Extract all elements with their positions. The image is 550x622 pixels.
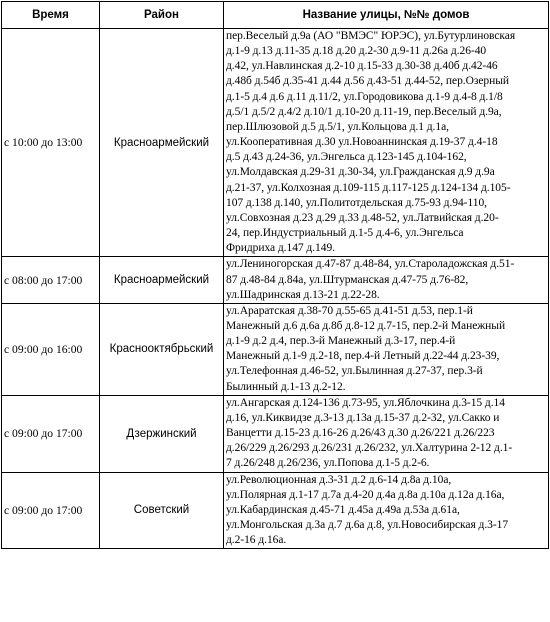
street-line: д.5/1 д.5/2 д.4/2 д.10/1 д.10-20 д.11-19, пер.Веселый д.9а, (226, 105, 502, 118)
streets-cell (224, 257, 549, 303)
street-line: ул.Монгольская д.3а д.7 д.6а д.8, ул.Новосибирская д.3-17 (226, 519, 509, 531)
street-line: Былинный д.1-13 д.2-12. (226, 380, 346, 393)
time-cell: с 10:00 до 13:00 (2, 29, 100, 257)
streets-cell (224, 29, 549, 257)
street-line: ул.Ангарская д.124-136 д.73-95, ул.Яблочкина д.3-15 д.14 (226, 396, 505, 409)
street-line: ул.Кабардинская д.45-71 д.45а д.49а д.53а д.61а, (226, 503, 460, 516)
table-row (2, 257, 549, 303)
street-line: д.1-5 д.4 д.6 д.11 д.11/2, ул.Городовикова д.1-9 д.4-8 д.1/8 (226, 90, 503, 103)
header-time: Время (2, 2, 100, 29)
street-line: д.1-9 д.2 д.4, пер.3-й Манежный д.3-17, пер.4-й (226, 335, 456, 348)
street-line: ул.Полярная д.1-17 д.7а д.4-20 д.4а д.8а д.10а д.12а д.16а, (226, 488, 505, 501)
street-line: д.42, ул.Навлинская д.2-10 д.15-33 д.30-38 д.40б д.42-46 (226, 60, 498, 73)
streets-cell (224, 395, 549, 472)
district-cell: Краснооктябрьский (100, 303, 224, 395)
outage-schedule-table (1, 1, 549, 549)
street-line: д.26/229 д.26/293 д.26/231 д.26/232, ул.Халтурина 2-12 д.1- (226, 442, 513, 455)
schedule-body (2, 29, 549, 549)
street-line: Манежный д.1-9 д.2-18, пер.4-й Летный д.22-44 д.23-39, (226, 350, 500, 363)
street-line: Фридриха д.147 д.149. (226, 242, 335, 255)
street-line: д.2-16 д.16а. (226, 534, 287, 547)
street-line: ул.Телефонная д.46-52, ул.Былинная д.27-37, пер.3-й (226, 365, 483, 378)
street-line: 7 д.26/248 д.26/236, ул.Попова д.1-5 д.2-6. (226, 457, 430, 470)
street-line: 24, пер.Индустриальный д.1-5 д.4-6, ул.Энгельса (226, 227, 464, 240)
street-line: ул.Совхозная д.23 д.29 д.33 д.48-52, ул.Латвийская д.20- (226, 211, 499, 224)
table-row (2, 472, 549, 549)
table-row (2, 29, 549, 257)
street-line: пер.Веселый д.9а (АО "ВМЭС" ЮРЭС), ул.Бутурлиновская (226, 30, 516, 42)
street-line: д.21-37, ул.Колхозная д.109-115 д.117-125 д.124-134 д.105- (226, 181, 511, 194)
district-cell: Красноармейский (100, 257, 224, 303)
district-cell: Советский (100, 472, 224, 549)
time-cell: с 09:00 до 16:00 (2, 303, 100, 395)
street-line: ул.Молдавская д.29-31 д.30-34, ул.Гражданская д.9 д.9а (226, 166, 495, 179)
table-row (2, 303, 549, 395)
district-cell: Красноармейский (100, 29, 224, 257)
street-line: д.16, ул.Киквидзе д.3-13 д.13а д.15-37 д.2-32, ул.Сакко и (226, 411, 500, 424)
streets-cell (224, 472, 549, 549)
street-line: Ванцетти д.15-23 д.16-26 д.26/43 д.30 д.26/221 д.26/223 (226, 427, 495, 440)
time-cell: с 09:00 до 17:00 (2, 395, 100, 472)
street-line: ул.Араратская д.38-70 д.55-65 д.41-51 д.53, пер.1-й (226, 304, 473, 317)
street-line: 87 д.48-84 д.84а, ул.Штурманская д.47-75 д.76-82, (226, 273, 469, 286)
header-row (2, 2, 549, 29)
street-line: Манежный д.6 д.6а д.8б д.8-12 д.7-15, пер.2-й Манежный (226, 319, 506, 332)
header-streets: Название улицы, №№ домов (224, 2, 549, 29)
time-cell: с 09:00 до 17:00 (2, 472, 100, 549)
header-district: Район (100, 2, 224, 29)
street-line: пер.Шлюзовой д.5 д.5/1, ул.Кольцова д.1 д.1а, (226, 120, 449, 133)
street-line: ул.Революционная д.3-31 д.2 д.6-14 д.8а д.10а, (226, 473, 452, 486)
time-cell: с 08:00 до 17:00 (2, 257, 100, 303)
street-line: д.48б д.54б д.35-41 д.44 д.56 д.43-51 д.44-52, пер.Озерный (226, 75, 509, 88)
street-line: ул.Кооперативная д.30 ул.Новоаннинская д.19-37 д.4-18 (226, 136, 498, 149)
table-row (2, 395, 549, 472)
street-line: 107 д.138 д.140, ул.Политотдельская д.75-93 д.94-110, (226, 196, 487, 209)
street-line: ул.Шадринская д.13-21 д.22-28. (226, 288, 380, 301)
streets-cell (224, 303, 549, 395)
street-line: д.1-9 д.13 д.11-35 д.18 д.20 д.2-30 д.9-11 д.26а д.26-40 (226, 45, 487, 58)
street-line: ул.Лениногорская д.47-87 д.48-84, ул.Староладожская д.51- (226, 258, 515, 271)
street-line: д.5 д.43 д.24-36, ул.Энгельса д.123-145 д.104-162, (226, 151, 467, 164)
district-cell: Дзержинский (100, 395, 224, 472)
